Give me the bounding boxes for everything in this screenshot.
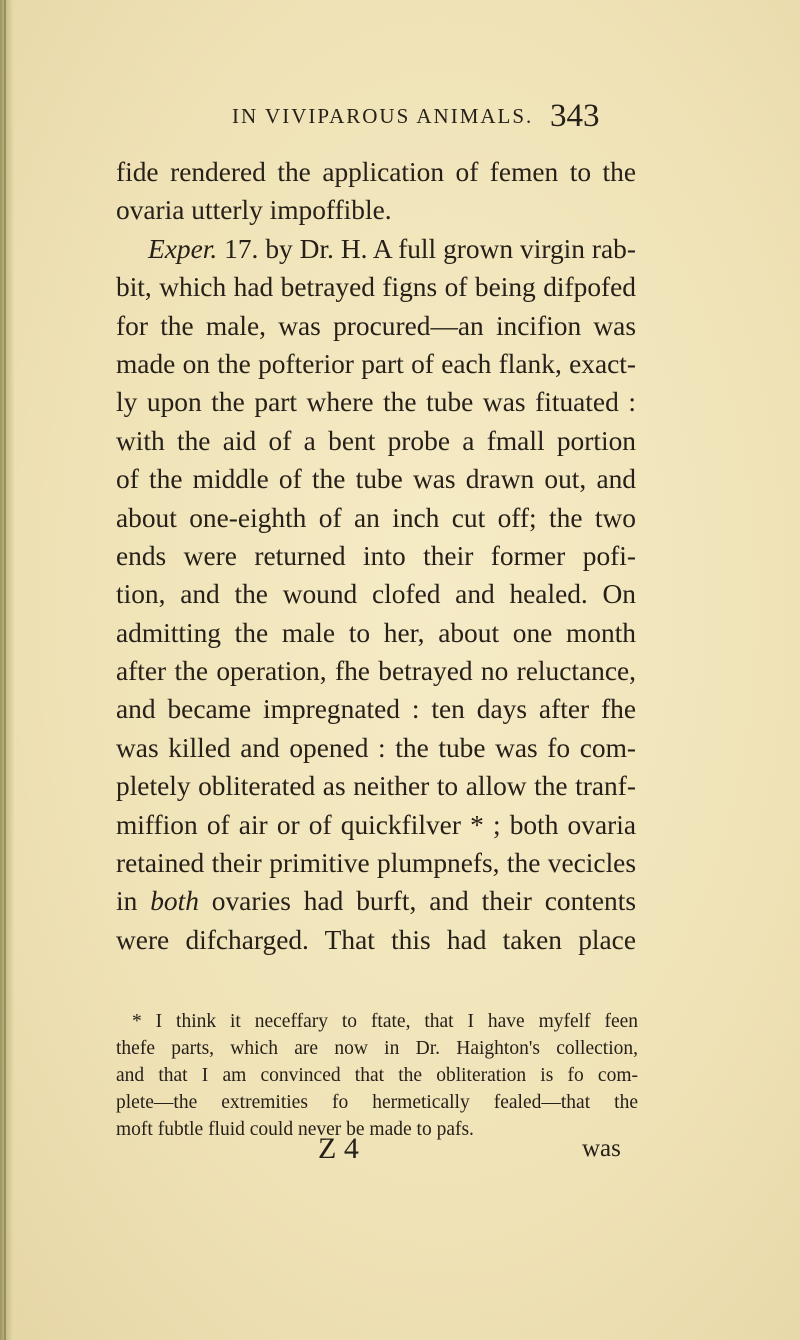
text-line: ly upon the part where the tube was fituated : (116, 387, 636, 418)
page-gutter-edge (0, 0, 14, 1340)
text-line-experiment (116, 230, 636, 268)
text-line: about one-eighth of an inch cut off; the two (116, 502, 636, 533)
signature-mark: Z 4 (318, 1132, 359, 1165)
running-head: IN VIVIPAROUS ANIMALS. (232, 104, 534, 128)
italic-both: both (150, 886, 199, 917)
footnote (116, 1008, 638, 1143)
text-line: with the aid of a bent probe a fmall portion (116, 425, 636, 456)
text-line: made on the pofterior part of each flank, exact- (116, 348, 636, 379)
text-line: for the male, was procured—an incifion was (116, 310, 636, 341)
text-line: ovaria utterly impoffible. (116, 195, 392, 226)
footnote-line: * I think it neceffary to ftate, that I have myfelf feen (132, 1011, 638, 1032)
page-number: 343 (550, 98, 600, 134)
text-line: of the middle of the tube was drawn out, and (116, 464, 636, 495)
text-line: was killed and opened : the tube was fo com- (116, 732, 636, 763)
text-line: miffion of air or of quickfilver * ; both ovaria (116, 809, 636, 840)
catchword: was (582, 1135, 621, 1162)
text-line-rest: 17. by Dr. H. A full grown virgin rab- (217, 233, 636, 264)
text-line-both (116, 882, 636, 920)
text-line-rest: ovaries had burft, and their contents (198, 886, 636, 917)
text-line: bit, which had betrayed figns of being difpofed (116, 272, 636, 303)
footnote-line: plete—the extremities fo hermetically fealed—that the (116, 1092, 638, 1113)
footnote-line: moft fubtle fluid could never be made to pafs. (116, 1119, 474, 1140)
experiment-label: Exper. (148, 233, 218, 264)
text-line: tion, and the wound clofed and healed. On (116, 579, 636, 610)
text-line: fide rendered the application of femen to the (116, 157, 636, 187)
text-line: and became impregnated : ten days after fhe (116, 694, 636, 725)
text-line: retained their primitive plumpnefs, the vecicles (116, 848, 636, 879)
text-line: admitting the male to her, about one month (116, 617, 636, 648)
text-line-start: in (116, 886, 151, 917)
text-line: after the operation, fhe betrayed no reluctance, (116, 656, 636, 687)
text-line: ends were returned into their former pofi- (116, 540, 636, 571)
footnote-line: thefe parts, which are now in Dr. Haighton's collection, (116, 1038, 638, 1059)
page-header (232, 98, 692, 138)
gutter-shadow-line (4, 0, 6, 1340)
text-line: were difcharged. That this had taken place (116, 924, 636, 955)
text-line: pletely obliterated as neither to allow the tranf- (116, 771, 636, 802)
main-text (116, 153, 636, 959)
footnote-line: and that I am convinced that the obliteration is fo com- (116, 1065, 638, 1086)
